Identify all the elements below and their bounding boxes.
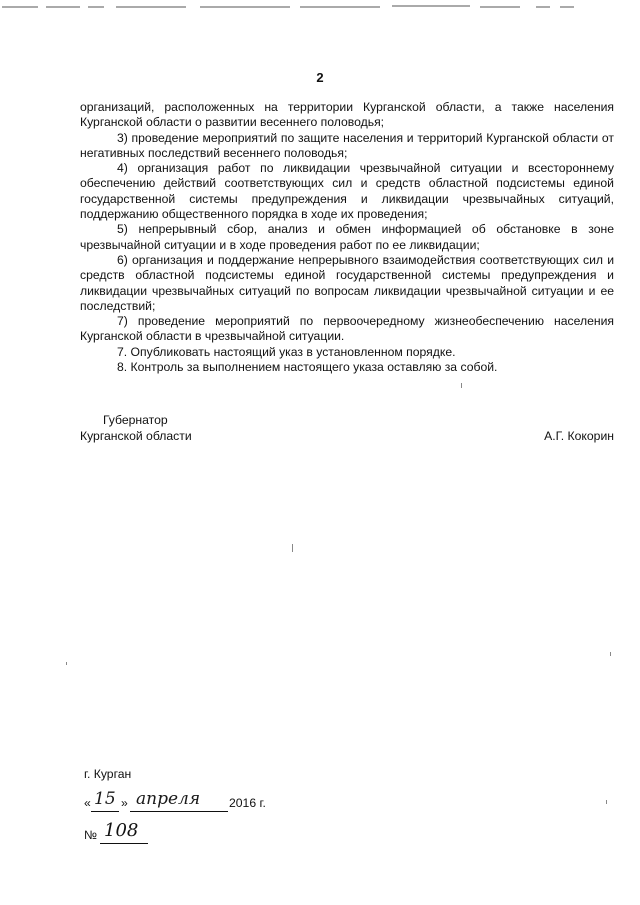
date-quote-close: »: [121, 796, 128, 810]
scan-edge-marks: [0, 0, 640, 14]
number-handwritten: 108: [104, 820, 139, 841]
date-day-underline: [91, 811, 119, 812]
paragraph: 3) проведение мероприятий по защите населения и территорий Курганской области от негативных последствий весеннего половодья;: [80, 130, 614, 160]
paragraph: 6) организация и поддержание непрерывного взаимодействия соответствующих сил и средств областной подсистемы единой государственной системы предупреждения и ликвидации чрезвычайных ситуаций по вопросам ликвидации чрезвычайной ситуации и ее последствий;: [80, 252, 614, 313]
date-month-underline: [130, 811, 228, 812]
date-quote-open: «: [84, 796, 91, 810]
date-month-handwritten: апреля: [136, 789, 201, 809]
paragraph: 7. Опубликовать настоящий указ в установленном порядке.: [117, 344, 456, 359]
document-number: [84, 820, 284, 847]
paragraph: 8. Контроль за выполнением настоящего указа оставляю за собой.: [117, 360, 498, 375]
number-underline: [100, 843, 148, 844]
date-year: 2016 г.: [229, 796, 266, 810]
page-number: 2: [316, 70, 324, 85]
paragraph: 5) непрерывный сбор, анализ и обмен информацией об обстановке в зоне чрезвычайной ситуации и в ходе проведения работ по ее ликвидации;: [80, 222, 614, 252]
paragraph: организаций, расположенных на территории Курганской области, а также населения Курганской области о развитии весеннего половодья;: [80, 100, 614, 130]
scan-speck: [606, 800, 607, 804]
signer-position-line2: Курганской области: [80, 429, 192, 443]
paragraph: 4) организация работ по ликвидации чрезвычайной ситуации и всестороннему обеспечению действий соответствующих сил и средств областной подсистемы единой государственной системы предупреждения и ликвидации чрезвычайных ситуаций, поддержанию общественного порядка в ходе их проведения;: [80, 161, 614, 222]
signature-block: [80, 412, 614, 444]
number-label: №: [84, 828, 98, 842]
signer-position-line1: Губернатор: [103, 413, 168, 427]
scan-speck: [461, 383, 462, 388]
document-body: [80, 100, 614, 375]
scan-speck: [292, 544, 293, 552]
paragraph: 7) проведение мероприятий по первоочередному жизнеобеспечению населения Курганской области в чрезвычайной ситуации.: [80, 314, 614, 344]
date-day-handwritten: 15: [94, 789, 116, 809]
city-name: г. Курган: [84, 767, 132, 781]
scan-speck: [66, 662, 67, 665]
signer-name: А.Г. Кокорин: [544, 429, 614, 443]
document-date: [84, 789, 384, 815]
scan-speck: [610, 652, 611, 656]
